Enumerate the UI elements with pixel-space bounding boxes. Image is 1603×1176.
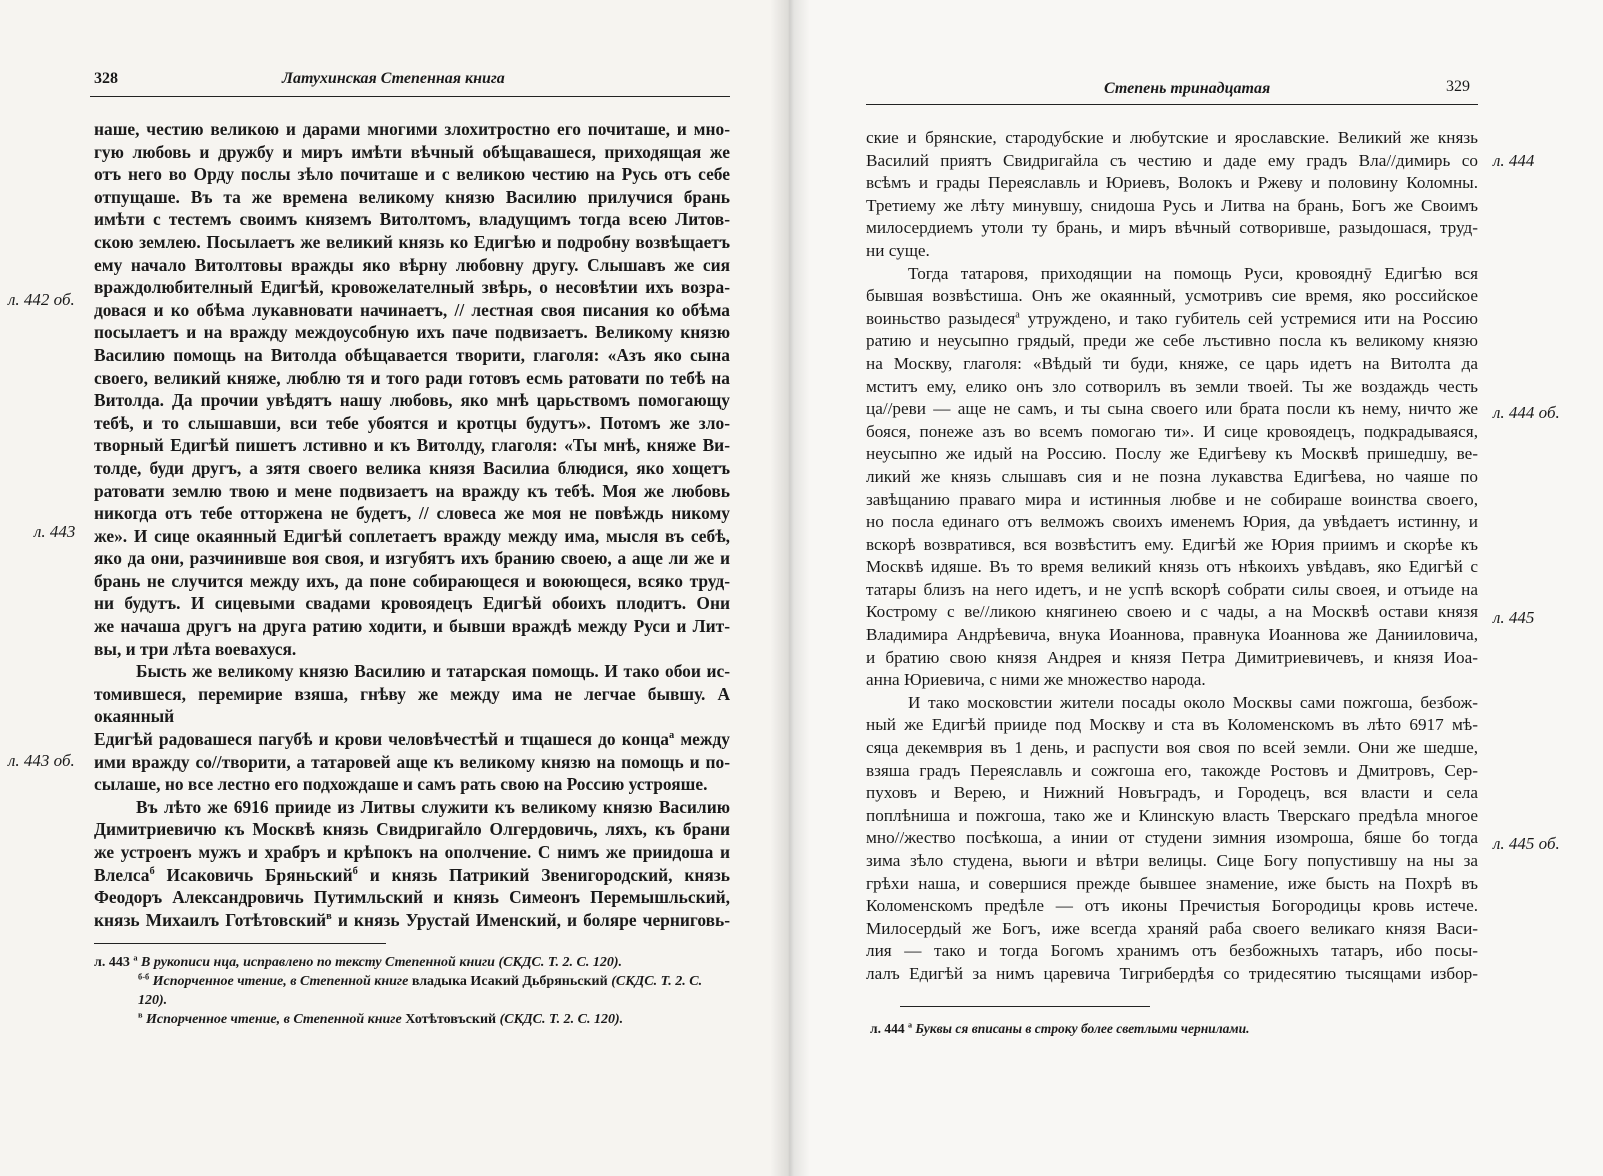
- footnote-mark: б: [352, 865, 358, 877]
- footnote: [870, 1019, 1480, 1038]
- text-line: яко да они, разчинивше воя своя, и изгубятъ ихъ бранию своею, а аще ли же и: [94, 548, 730, 569]
- text-line: брань не случится между ихъ, да поне собирающеся и воюющеся, всяко труд-: [94, 570, 730, 591]
- text-line: [94, 909, 730, 932]
- footnote-text: Испорченное чтение, в Степенной книге: [146, 1012, 402, 1027]
- text-line: Тогда татаровя, приходящии на помощь Руси, кровояднӯ Едигѣю вся: [908, 263, 1478, 283]
- footnote-mark: а: [668, 730, 675, 742]
- text-line: ни будутъ. И сицевыми свадами кровоядецъ Едигѣй обоихъ плодитъ. Они: [94, 593, 730, 614]
- text-line: враждолюбителный Едигѣй, кровожелателный звѣрь, о несовѣтии ихъ возра-: [94, 277, 730, 298]
- text-line: имѣти с тестемъ своимъ княземъ Витолтомъ, владущимъ тогда всею Литов-: [94, 209, 730, 230]
- text-line: Василий приятъ Свидригайла съ честию и даде ему градъ Вла//димирь со: [866, 150, 1478, 170]
- text-line: ские и брянские, стародубские и любутские и ярославские. Великий же князь: [866, 128, 1478, 147]
- text-line: отпущаше. Въ та же времена великому князю Василию прилучися брань: [94, 186, 730, 207]
- footnote: [94, 972, 734, 1010]
- text-line: ни суще.: [866, 240, 930, 260]
- footnote-rule: [900, 1006, 1150, 1007]
- text-line: ими вражду со//творити, а татаровей аще къ великому князю на помощь и по-: [94, 751, 730, 772]
- right-footnotes: [870, 1019, 1480, 1038]
- margin-note: л. 445 об.: [1493, 834, 1560, 853]
- footnote-mark: а: [907, 1020, 912, 1030]
- margin-note: л. 443: [34, 522, 76, 541]
- text-line: поплѣниша и пожгоша, тако же и Клинскую власть Тверскаго предѣла многое: [866, 805, 1478, 825]
- text-line: сылаше, но все лестно его подхождаше и самъ рать свою на Россию устрояше.: [94, 774, 708, 795]
- text-line: ца//реви — аще не самъ, и ты сына своего или брата посли къ нему, ничто же: [866, 399, 1478, 419]
- text-line: ликий же князь слышавъ сия и не позна лукавства Едигѣева, но чаяше по: [866, 466, 1478, 486]
- text-line: мститъ ему, елико онъ зло сотворилъ въ земли твоей. Ты же воздаждь честь: [866, 376, 1478, 396]
- text-line: Москвѣ идяше. Въ то время великий князь отъ нѣкоихъ увѣдавъ, яко Едигѣй с: [866, 557, 1478, 577]
- footnote-label: л. 444: [870, 1021, 905, 1036]
- text-line: Василию помощь на Витолда обѣщавается творити, глаголя: «Азъ яко сына: [94, 344, 730, 365]
- text-line: всѣмъ и грады Переяславль и Юриевъ, Волокъ и Ржеву и половину Коломны.: [866, 173, 1478, 193]
- text-line: Димитриевичю къ Москвѣ князь Свидригайло Олгердовичь, ляхъ, къ брани: [94, 819, 730, 840]
- text-line: грѣхи наша, и совершися прежде бывшее знамение, иже бысть на Похрѣ въ: [866, 873, 1478, 893]
- footnote-source: (СКДС. Т. 2. С. 120).: [138, 974, 703, 1008]
- text-line: Владимира Андрѣевича, внука Иоаннова, правнука Иоаннова же Данииловича,: [866, 625, 1478, 645]
- right-running-title: Степень тринадцатая: [1104, 80, 1271, 97]
- text-line: Третиему же лѣту минувшу, снидоша Русь и Литва на брань, Богъ же Своимъ: [866, 195, 1478, 215]
- text-line: Феодоръ Александровичь Путимльский и князь Симеонъ Перемышльский,: [94, 887, 730, 908]
- text-line: томившеся, перемирие взяша, гнѣву же между има не легчае бывшу. А окаянный: [94, 683, 730, 727]
- text-line: своего, великий княже, люблю тя и того ради готовъ есмь ратовати по тебѣ на: [94, 367, 730, 388]
- text-line: зима зѣло студена, вьюги и вѣтри велицы. Сице Богу попустившу на ны за: [866, 851, 1478, 870]
- footnote-quote: Хотѣтовъский: [405, 1012, 497, 1027]
- footnote-mark: б-б: [138, 972, 150, 982]
- footnote-mark: в: [326, 910, 332, 922]
- text-fragment: и князь Урустай Именский, и боляре черниговь-: [337, 909, 730, 930]
- text-line: и братию свою князя Андрея и князя Петра Димитриевичевъ, и князя Иоа-: [866, 647, 1478, 667]
- footnote-label: л. 443: [94, 955, 130, 970]
- text-fragment: князь Михаилъ Готѣтовский: [94, 909, 327, 930]
- text-line: наше, честию великою и дарами многими злохитростно его почиташе, и мно-: [94, 119, 730, 139]
- text-line: татары близъ на него идетъ, и не успѣ вскорѣ собрати силы своея, и отъиде на: [866, 579, 1478, 599]
- footnote-mark: а: [1015, 309, 1020, 321]
- text-line: Коломенскомъ предѣле — отъ иконы Пречистыя Богородицы кровь истече.: [866, 896, 1478, 916]
- text-line: Въ лѣто же 6916 прииде из Литвы служити къ великому князю Василию: [136, 796, 730, 817]
- footnote: [94, 953, 734, 972]
- margin-note: л. 442 об.: [8, 290, 75, 309]
- margin-note: л. 444 об.: [1493, 403, 1560, 422]
- text-line: посылаетъ и на вражду междоусобную ихъ паче подвизаетъ. Великому князю: [94, 322, 730, 343]
- text-line: пуховъ и Верею, и Нижний Новъградъ, и Городецъ, вся власти и села: [866, 783, 1478, 803]
- text-line: творный Едигѣй пишетъ лстивно и къ Витолду, глаголя: «Ты мнѣ, княже Ви-: [94, 435, 730, 456]
- left-running-title: Латухинская Степенная книга: [282, 70, 505, 87]
- text-line: Бысть же великому князю Василию и татарская помощь. И тако обои ис-: [136, 661, 730, 682]
- text-line: взяша градъ Переяславль и сожгоша его, такожде Ростовъ и Дмитровъ, Сер-: [866, 760, 1478, 780]
- text-line: довася и ко обѣма лукавновати начинаетъ, // лестная своя писания ко обѣма: [94, 299, 730, 320]
- footnote-quote: владыка Исакий Дьбряньский: [411, 974, 608, 989]
- footnote-mark: а: [133, 953, 138, 963]
- footnote-text: Испорченное чтение, в Степенной книге: [152, 974, 409, 989]
- text-line: бояся, понеже азъ во всемъ помогаю ти». И сице кровоядецъ, подкрадываяся,: [866, 421, 1478, 441]
- footnote-mark: б: [149, 865, 155, 877]
- text-line: же». И сице окаянный Едигѣй соплетаетъ вражду между има, мысля въ себѣ,: [94, 525, 730, 546]
- text-line: Милосердый же Богъ, иже всегда храняй раба своего великаго князя Васи-: [866, 918, 1478, 938]
- footnote-mark: в: [138, 1010, 143, 1020]
- text-line: же начаша другъ на друга ратию ходити, и бывши враждѣ между Руси и Лит-: [94, 616, 730, 637]
- text-line: Едигѣй радовашеся пагубѣ и крови человѣчестѣй и тщашеся до конца$^а$ между: [94, 729, 730, 750]
- footnote-text: Буквы ся вписаны в строку более светлыми чернилами.: [915, 1021, 1250, 1036]
- text-line: скою землею. Посылаетъ же великий князь ко Едигѣю и подробну возвѣщаетъ: [94, 231, 730, 252]
- text-line: бывшая возвѣстиша. Онъ же окаянный, усмотривъ сие время, яко российское: [866, 286, 1478, 306]
- text-line: Кострому с ве//ликою княгинею своею и с чады, а на Москвѣ остави князя: [866, 602, 1478, 622]
- text-line: вы, и три лѣта воевахуся.: [94, 638, 297, 659]
- text-line: толде, буди другъ, а зятя своего велика князя Василиа блюдися, яко хощетъ: [94, 457, 730, 478]
- header-rule: [90, 96, 730, 97]
- right-page-number: 329: [1446, 78, 1470, 95]
- text-fragment: и князь Патрикий Звенигородский, князь: [369, 864, 730, 885]
- footnote-rule: [94, 943, 386, 944]
- text-line: лалъ Едигѣй за нимъ царевича Тигрибердѣя со тридесятию тысящами избор-: [866, 963, 1478, 983]
- footnote-text: В рукописи нца, исправлено по тексту Степенной книги (СКДС. Т. 2. С. 120).: [141, 955, 623, 970]
- margin-note: л. 443 об.: [8, 751, 75, 770]
- text-line: вскорѣ возвратився, вся возвѣститъ ему. Едигѣй же Юрия приимъ и скорѣе къ: [866, 534, 1478, 554]
- text-line: [866, 308, 1478, 331]
- margin-note: л. 445: [1493, 608, 1535, 627]
- footnote: [94, 1010, 734, 1029]
- text-fragment: Исаковичь Бряньский: [166, 864, 353, 885]
- text-line: милосердиемъ утоли ту брань, и миръ вѣчный сотворивше, разыдошася, труд-: [866, 218, 1478, 238]
- text-line: сяца декемврия въ 1 день, и распусти воя своя по всей земли. Они же шедше,: [866, 738, 1478, 758]
- text-line: отъ него во Орду послы зѣло почиташе и с великою честию на Русь отъ себе: [94, 164, 730, 185]
- text-fragment: Едигѣй радовашеся пагубѣ и крови человѣчестѣй и тщашеся до конца: [94, 729, 669, 750]
- text-fragment: воиньство разыдеся: [866, 308, 1016, 328]
- text-line: ему начало Витолтовы вражды яко вѣрну любовну другу. Слышавъ же сия: [94, 254, 730, 275]
- text-line: на Москву, глаголя: «Вѣдый ти буди, княже, се царь идетъ на Витолта да: [866, 353, 1478, 373]
- right-page: [790, 0, 1603, 1176]
- text-fragment: Влелса: [94, 864, 150, 885]
- text-line: никогда отъ тебе отторжена не будетъ, // словеса же моя не повѣждь никому: [94, 503, 730, 524]
- text-line: неусыпно же идый на Россию. Послу же Едигѣеву къ Москвѣ пришедшу, ве-: [866, 444, 1478, 464]
- text-line: тебѣ, и то слышавши, вси тебе убоятся и кротцы будутъ». Потомъ же зло-: [94, 412, 730, 433]
- margin-note: л. 444: [1493, 151, 1535, 170]
- text-line: И тако московстии жители посады около Москвы сами пожгоша, безбож-: [908, 692, 1478, 712]
- footnote-source: (СКДС. Т. 2. С. 120).: [499, 1012, 624, 1027]
- right-body-text: [866, 127, 1478, 986]
- left-body-text: [94, 118, 730, 931]
- text-line: но посла единаго отъ велможъ своихъ именемъ Юрия, да увѣдаетъ истинну, и: [866, 512, 1478, 532]
- text-fragment: утруждено, и тако губитель сей устремися ити на Россию: [1027, 308, 1478, 328]
- header-rule: [866, 104, 1478, 105]
- text-line: ный же Едигѣй прииде под Москву и ста въ Коломенскомъ въ лѣто 6917 мѣ-: [866, 715, 1478, 735]
- text-line: гую любовь и дружбу и миръ имѣти вѣчный обѣщавашеся, приходящая же: [94, 141, 730, 162]
- text-line: же устроенъ мужъ и храбръ и крѣпокъ на ополчение. С нимъ же приидоша и: [94, 842, 730, 862]
- text-line: анна Юриевича, с ними же множество народа.: [866, 670, 1206, 690]
- text-line: Витолда. Да прочии увѣдятъ нашу любовь, яко мнѣ царьствомъ помогающу: [94, 390, 730, 411]
- left-page: [0, 0, 790, 1176]
- text-line: ратовати землю твою и мене подвизаетъ на вражду къ тебѣ. Моя же любовь: [94, 480, 730, 501]
- text-line: лия — тако и тогда Богомъ хранимъ отъ безбожныхъ татаръ, ибо посы-: [866, 941, 1478, 961]
- text-line: мно//жество посѣкоша, а инии от студени зимния изомроша, бяше бо тогда: [866, 828, 1478, 848]
- text-line: завѣщанию праваго мира и истинныя любве и не собираше воинства своего,: [866, 489, 1478, 509]
- left-footnotes: [94, 953, 734, 1029]
- text-line: ратию и неусыпно грядый, преди же себе лъстивно посла къ великому князю: [866, 331, 1478, 351]
- left-page-number: 328: [94, 70, 118, 87]
- text-line: [94, 864, 730, 887]
- book-gutter-shadow: [770, 0, 810, 1176]
